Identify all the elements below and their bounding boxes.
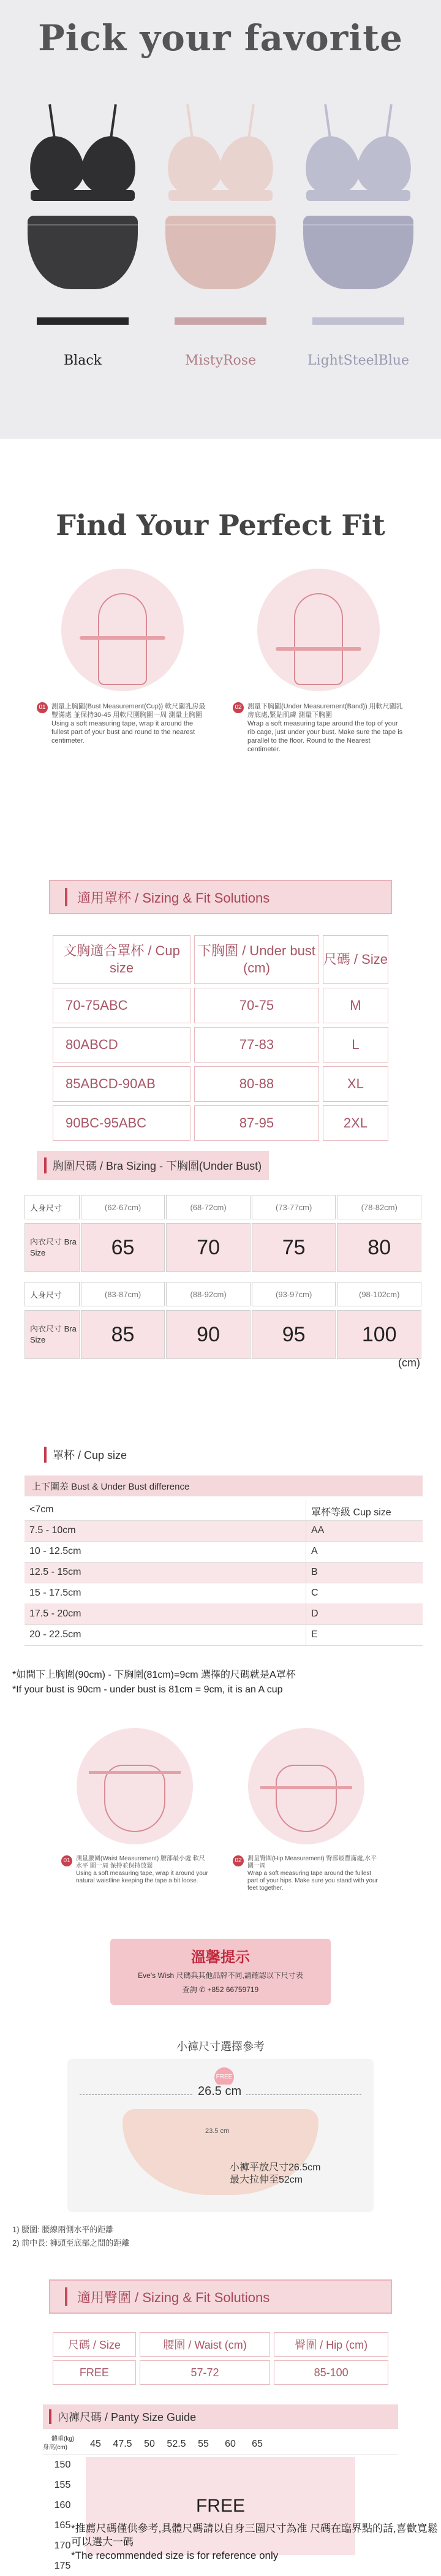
table-cell: 80-88	[194, 1066, 319, 1102]
weight-cell: 65	[252, 2439, 263, 2449]
range-row	[24, 1195, 423, 1219]
contact-phone[interactable]: 查詢 ✆ +852 66759719	[182, 1985, 259, 1994]
cup-diff-header: 上下圍差 Bust & Under Bust difference	[24, 1476, 423, 1496]
panty-width-label: 26.5 cm	[193, 2085, 246, 2099]
weight-cell: 50	[144, 2439, 155, 2449]
height-cell: 170	[54, 2540, 71, 2551]
waist-measure-figure	[77, 1728, 193, 1844]
cup-row	[24, 1521, 423, 1542]
size-cell: 70	[166, 1223, 251, 1272]
page-title: Pick your favorite	[38, 17, 403, 59]
range-cell: (88-92cm)	[166, 1282, 251, 1306]
size-label: 內衣尺寸 Bra Size	[24, 1223, 80, 1272]
cup-grade: E	[311, 1629, 318, 1640]
cup-diff: 17.5 - 20cm	[24, 1604, 306, 1624]
range-cell: (73-77cm)	[252, 1195, 336, 1219]
table-row	[53, 1066, 388, 1102]
cup-diff: 7.5 - 10cm	[24, 1521, 306, 1541]
solutions-header: 文胸適合罩杯 / Cup size	[53, 935, 190, 984]
range-cell: (83-87cm)	[81, 1282, 165, 1306]
table-cell: 90BC-95ABC	[53, 1105, 190, 1141]
size-row	[24, 1310, 423, 1359]
panty-ref-figure	[67, 2059, 374, 2212]
table-row	[53, 1027, 388, 1063]
unit-label: (cm)	[398, 1357, 420, 1369]
cup-step-zh: 測量上胸圍(Bust Measurement(Cup)) 軟尺圍乳房最豐滿處 並保持30-45 用軟尺圍胸圍一周 測量上胸圍	[51, 703, 206, 719]
weight-cell: 52.5	[167, 2439, 186, 2449]
cup-diff: 20 - 22.5cm	[24, 1625, 306, 1645]
size-label: 內衣尺寸 Bra Size	[24, 1310, 80, 1359]
panty-measure-illustrations	[61, 1728, 380, 1930]
reminder-box	[110, 1939, 331, 2005]
height-cell: 165	[54, 2520, 71, 2531]
table-cell: 2XL	[323, 1105, 388, 1141]
cup-solutions-table	[49, 931, 392, 1145]
cup-diff: 15 - 17.5cm	[24, 1583, 306, 1604]
height-cell: 160	[54, 2500, 71, 2510]
solutions-header: 下胸圍 / Under bust (cm)	[194, 935, 319, 984]
step-number: 01	[61, 1855, 72, 1866]
cup-measure-block	[37, 569, 208, 771]
brief-image	[165, 216, 276, 289]
weight-cell: 60	[225, 2439, 236, 2449]
size-cell: 80	[337, 1223, 421, 1272]
range-cell: (68-72cm)	[166, 1195, 251, 1219]
color-picker-section	[0, 0, 441, 439]
cup-size-list	[24, 1500, 423, 1646]
cup-grade: AA	[311, 1525, 325, 1536]
table-cell: 70-75	[194, 988, 319, 1023]
range-cell: (98-102cm)	[337, 1282, 421, 1306]
color-name: MistyRose	[184, 353, 257, 368]
solutions-header: 尺碼 / Size	[323, 935, 388, 984]
table-cell: M	[323, 988, 388, 1023]
step-number: 02	[233, 702, 244, 713]
reminder-title: 溫馨提示	[191, 1949, 250, 1966]
band-step-en: Wrap a soft measuring tape around the top of your rib cage, just under your bust. Make sure the tape is parallel to the floor. Round to the Nearest centimeter.	[247, 720, 403, 753]
hip-cell: FREE	[53, 2360, 136, 2385]
cup-row	[24, 1625, 423, 1646]
table-cell: 77-83	[194, 1027, 319, 1063]
height-cell: 175	[54, 2561, 71, 2571]
row-label: 人身尺寸	[24, 1282, 80, 1306]
cup-diff: 10 - 12.5cm	[24, 1542, 306, 1562]
bra-measure-illustrations	[37, 569, 404, 771]
cup-grade: A	[311, 1546, 318, 1556]
cup-grade: C	[311, 1588, 318, 1598]
cup-size-title: 罩杯 / Cup size	[37, 1440, 135, 1469]
bra-image	[300, 104, 417, 208]
color-option[interactable]	[18, 104, 147, 368]
brief-image	[303, 216, 413, 289]
color-name: LightSteelBlue	[307, 353, 410, 368]
step-number: 02	[233, 1855, 244, 1866]
height-cell: 155	[54, 2480, 71, 2490]
color-swatch[interactable]	[175, 317, 266, 325]
hip-measure-block: 02 測量臀圍(Hip Measurement) 臀部最豐滿處,水平圍一周 Wrap a soft measuring tape around the fullest part of your hips. Make sure you stand with your feet together.	[233, 1728, 380, 1930]
size-cell: 65	[81, 1223, 165, 1272]
height-axis-label: 身高(cm)	[43, 2444, 67, 2451]
hip-col-size: 尺碼 / Size	[53, 2332, 136, 2357]
table-cell: 80ABCD	[53, 1027, 190, 1063]
cup-diff-label: <7cm	[24, 1500, 306, 1520]
range-cell: (62-67cm)	[81, 1195, 165, 1219]
waist-measure-block: 01 測量腰圍(Waist Measurement) 腰部最小處 軟尺水平 圍一周 保持並保持放鬆 Using a soft measuring tape, wrap it around your natural waistline keeping the tape a bit loose.	[61, 1728, 208, 1930]
size-cell: 95	[252, 1310, 336, 1359]
reminder-text: Eve's Wish 尺碼與其他品牌不同,請確認以下尺寸表	[138, 1971, 303, 1980]
free-size-badge: FREE	[214, 2067, 234, 2087]
hip-solutions-table	[49, 2328, 392, 2388]
panty-ref-notes: 1) 腰圍: 腰線兩側水平的距離 2) 前中長: 褲頭至底部之間的距離	[12, 2225, 130, 2248]
hip-measure-figure	[248, 1728, 364, 1844]
bra-image	[162, 104, 279, 208]
cup-header-row	[24, 1500, 423, 1521]
panty-mid-label: 23.5 cm	[205, 2127, 230, 2135]
size-cell: 100	[337, 1310, 421, 1359]
color-name: Black	[64, 353, 102, 368]
flat-size-label: 小褲平放尺寸26.5cm	[230, 2162, 321, 2173]
weight-cell: 47.5	[113, 2439, 132, 2449]
color-option[interactable]	[156, 104, 285, 368]
band-step-zh: 測量下胸圍(Under Measurement(Band)) 用軟尺圍乳房底處,緊貼肌膚 測量下胸圍	[247, 703, 403, 719]
cup-diff: 12.5 - 15cm	[24, 1563, 306, 1583]
cup-grade: D	[311, 1608, 318, 1619]
cup-grade-label: 罩杯等級 Cup size	[311, 1507, 391, 1518]
brief-image	[28, 216, 138, 289]
size-guide-note: *推薦尺碼僅供參考,具體尺碼請以自身三圍尺寸為准 尺碼在臨界點的話,喜歡寬鬆可以選大一碼 *The recommended size is for reference only	[71, 2523, 438, 2561]
cup-solutions-banner: 適用罩杯 / Sizing & Fit Solutions	[49, 880, 392, 914]
band-measure-block	[233, 569, 404, 771]
table-cell: XL	[323, 1066, 388, 1102]
hip-cell: 85-100	[274, 2360, 388, 2385]
cup-row	[24, 1542, 423, 1563]
hip-cell: 57-72	[140, 2360, 270, 2385]
cup-row	[24, 1604, 423, 1625]
hip-col-hip: 臀圍 / Hip (cm)	[274, 2332, 388, 2357]
color-swatch[interactable]	[37, 317, 129, 325]
cup-row	[24, 1583, 423, 1604]
weight-axis-label: 體重(kg)	[51, 2436, 75, 2442]
range-row	[24, 1282, 423, 1306]
color-swatch[interactable]	[312, 317, 404, 325]
table-cell: L	[323, 1027, 388, 1063]
table-cell: 87-95	[194, 1105, 319, 1141]
cup-grade: B	[311, 1567, 318, 1577]
bra-image	[24, 104, 141, 208]
hip-solutions-banner: 適用臀圍 / Sizing & Fit Solutions	[49, 2279, 392, 2314]
size-cell: 85	[81, 1310, 165, 1359]
band-measure-figure	[257, 569, 380, 691]
panty-ref-title: 小褲尺寸選擇參考	[176, 2040, 265, 2053]
color-options	[18, 104, 423, 368]
range-cell: (78-82cm)	[337, 1195, 421, 1219]
table-row	[53, 1105, 388, 1141]
fit-title: Find Your Perfect Fit	[56, 509, 385, 542]
table-row	[53, 988, 388, 1023]
stretch-size-label: 最大拉伸至52cm	[230, 2175, 303, 2185]
cup-row	[24, 1563, 423, 1583]
bra-sizing-title: 胸圍尺碼 / Bra Sizing - 下胸圍(Under Bust)	[37, 1151, 269, 1180]
color-option[interactable]	[294, 104, 423, 368]
weight-cell: 45	[90, 2439, 101, 2449]
row-label: 人身尺寸	[24, 1195, 80, 1219]
size-cell: 90	[166, 1310, 251, 1359]
cup-note: *如間下上胸圍(90cm) - 下胸圍(81cm)=9cm 選擇的尺碼就是A罩杯 *If your bust is 90cm - under bust is 81cm = 9cm, it is an A cup	[12, 1670, 296, 1695]
table-cell: 70-75ABC	[53, 988, 190, 1023]
step-number: 01	[37, 702, 48, 713]
range-cell: (93-97cm)	[252, 1282, 336, 1306]
weight-cell: 55	[198, 2439, 209, 2449]
size-row	[24, 1223, 423, 1272]
cup-measure-figure	[61, 569, 184, 691]
hip-col-waist: 腰圍 / Waist (cm)	[140, 2332, 270, 2357]
height-cell: 150	[54, 2460, 71, 2470]
panty-guide-title: 內褲尺碼 / Panty Size Guide	[43, 2404, 398, 2429]
size-cell: 75	[252, 1223, 336, 1272]
cup-step-en: Using a soft measuring tape, wrap it around the fullest part of your bust and round to the nearest centimeter.	[51, 720, 195, 744]
free-size-cell: FREE	[86, 2457, 355, 2555]
table-cell: 85ABCD-90AB	[53, 1066, 190, 1102]
